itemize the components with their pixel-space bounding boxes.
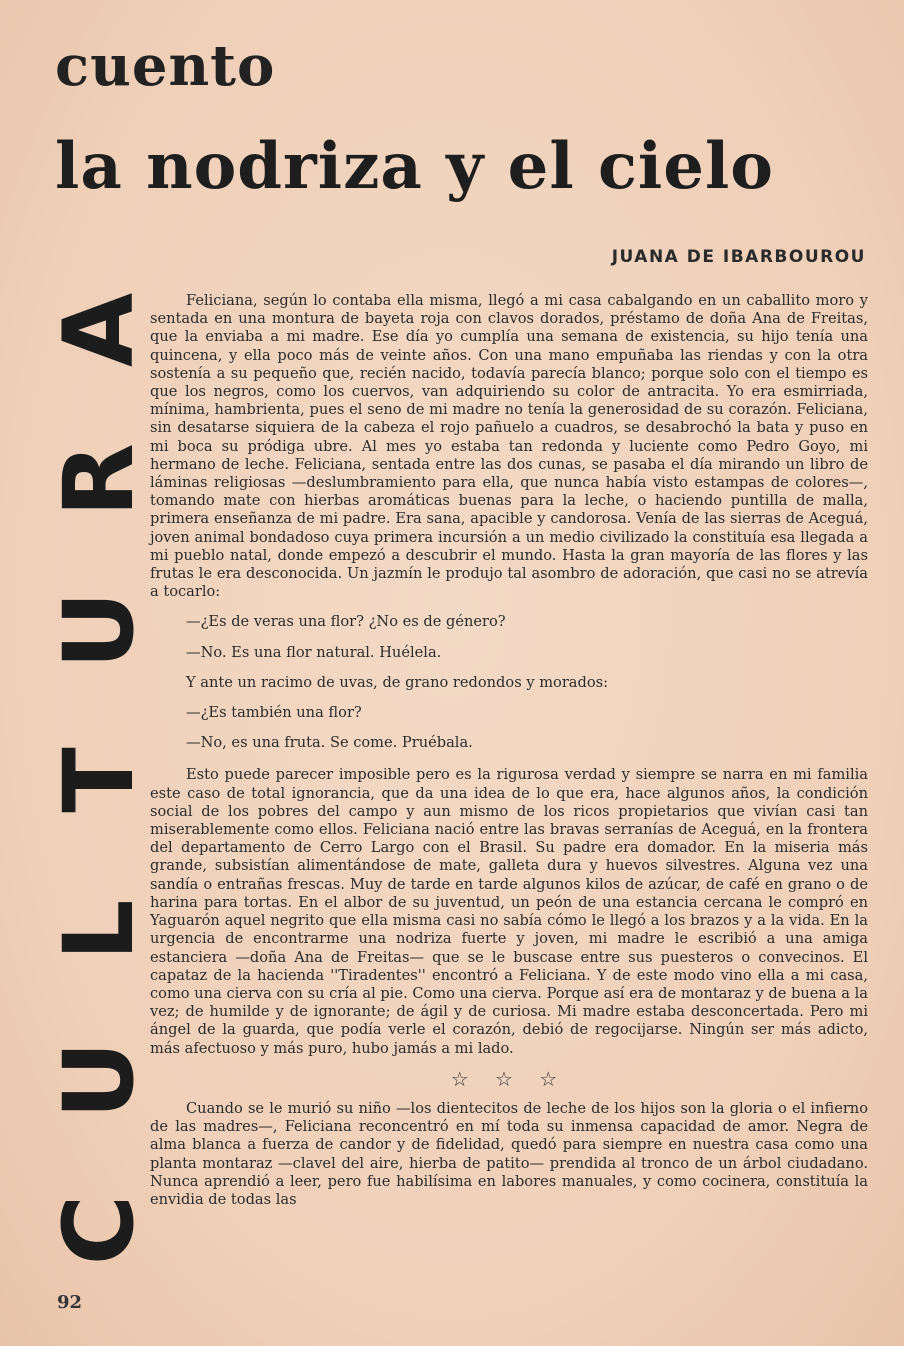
dialogue-line: Y ante un racimo de uvas, de grano redondos y morados: <box>186 673 609 691</box>
dialogue-line: —¿Es también una flor? <box>186 704 362 722</box>
section-divider-stars: ☆ ☆ ☆ <box>450 1066 568 1091</box>
dialogue-line: —¿Es de veras una flor? ¿No es de género? <box>186 613 506 631</box>
side-letter: C <box>43 1194 155 1266</box>
paragraph: Feliciana, según lo contaba ella misma, llegó a mi casa cabalgando en un caballito moro y sentada en una montura de bayeta roja con clavos dorados, préstamo de doña Ana de Freitas, que la enviaba a mi madre. Ese día yo cumplía una semana de existencia, su hijo tenía una quincena, y ella poco más de veinte años. Con una mano empuñaba las riendas y con la otra sostenía a su pequeño que, recién nacido, todavía parecía blanco; porque solo con el tiempo es que los negros, como los cuervos, van adquiriendo su color de antracita. Yo era esmirriada, mínima, hambrienta, pues el seno de mi madre no tenía la generosidad de su corazón. Feliciana, sin desatarse siquiera de la cabeza el rojo pañuelo a cuadros, se desabrochó la bata y puso en mi boca su pródiga ubre. Al mes yo estaba tan redonda y luciente como Pedro Goyo, mi hermano de leche. Feliciana, sentada entre las dos cunas, se pasaba el día mirando un libro de láminas religiosas —deslumbramiento para ella, que nunca había visto estampas de colores—, tomando mate con hierbas aromáticas buenas para la leche, o haciendo puntilla de malla, primera enseñanza de mi padre. Era sana, apacible y candorosa. Venía de las sierras de Aceguá, joven animal bondadoso cuya primera incursión a un medio civilizado la constituía esa llegada a mi pueblo natal, donde empezó a descubrir el mundo. Hasta la gran mayoría de las flores y las frutas le era desconocida. Un jazmín le produjo tal asombro de adoración, que casi no se atrevía a tocarlo: <box>150 292 868 601</box>
side-letter: A <box>43 292 155 368</box>
paragraph: Cuando se le murió su niño —los dientecitos de leche de los hijos son la gloria o el infierno de las madres—, Feliciana reconcentró en mí toda su inmensa capacidad de amor. Negra de alma blanca a fuerza de candor y de fidelidad, quedó para siempre en nuestra casa como una planta montaraz —clavel del aire, hierba de patito— prendida al tronco de un árbol ciudadano. Nunca aprendió a leer, pero fue habilísima en labores manuales, y como cocinera, constituía la envidia de todas las <box>150 1099 868 1208</box>
article-title: la nodriza y el cielo <box>55 129 774 204</box>
section-label: cuento <box>55 33 276 99</box>
dialogue-line: —No. Es una flor natural. Huélela. <box>186 643 442 661</box>
vertical-section-title <box>43 285 155 1275</box>
author-name: JUANA DE IBARBOUROU <box>611 247 866 267</box>
paragraph: Esto puede parecer imposible pero es la rigurosa verdad y siempre se narra en mi familia este caso de total ignorancia, que da una idea de lo que era, hace algunos años, la condición social de los pobres del campo y aun mismo de los ricos propietarios que vivían casi tan miserablemente como ellos. Feliciana nació entre las bravas serranías de Aceguá, en la frontera del departamento de Cerro Largo con el Brasil. Su padre era domador. En la miseria más grande, subsistían alimentándose de mate, galleta dura y huevos silvestres. Alguna vez una sandía o entrañas frescas. Muy de tarde en tarde algunos kilos de azúcar, de café en grano o de harina para tortas. En el albor de su juventud, un peón de una estancia cercana le compró en Yaguarón aquel negrito que ella misma casi no sabía cómo le llegó a los brazos y a la vida. En la urgencia de encontrarme una nodriza fuerte y joven, mi madre le escribió a una amiga estanciera —doña Ana de Freitas— que se le buscase entre sus puesteros o convecinos. El capataz de la hacienda ''Tiradentes'' encontró a Feliciana. Y de este modo vino ella a mi casa, como una cierva con su cría al pie. Como una cierva. Porque así era de montaraz y de buena a la vez; de humilde y de ignorante; de ágil y de curiosa. Mi madre estaba desconcertada. Pero mi ángel de la guarda, que podía verle el corazón, debió de regocijarse. Ningún ser más adicto, más afectuoso y más puro, hubo jamás a mi lado. <box>150 766 868 1057</box>
page-number: 92 <box>57 1292 83 1313</box>
dialogue-line: —No, es una fruta. Se come. Pruébala. <box>186 734 473 752</box>
side-letter: R <box>43 443 155 517</box>
side-letter: L <box>43 899 155 961</box>
article-body <box>150 292 868 1209</box>
side-letter: U <box>43 1041 155 1119</box>
side-letter: T <box>43 747 155 813</box>
side-letter: U <box>43 591 155 669</box>
